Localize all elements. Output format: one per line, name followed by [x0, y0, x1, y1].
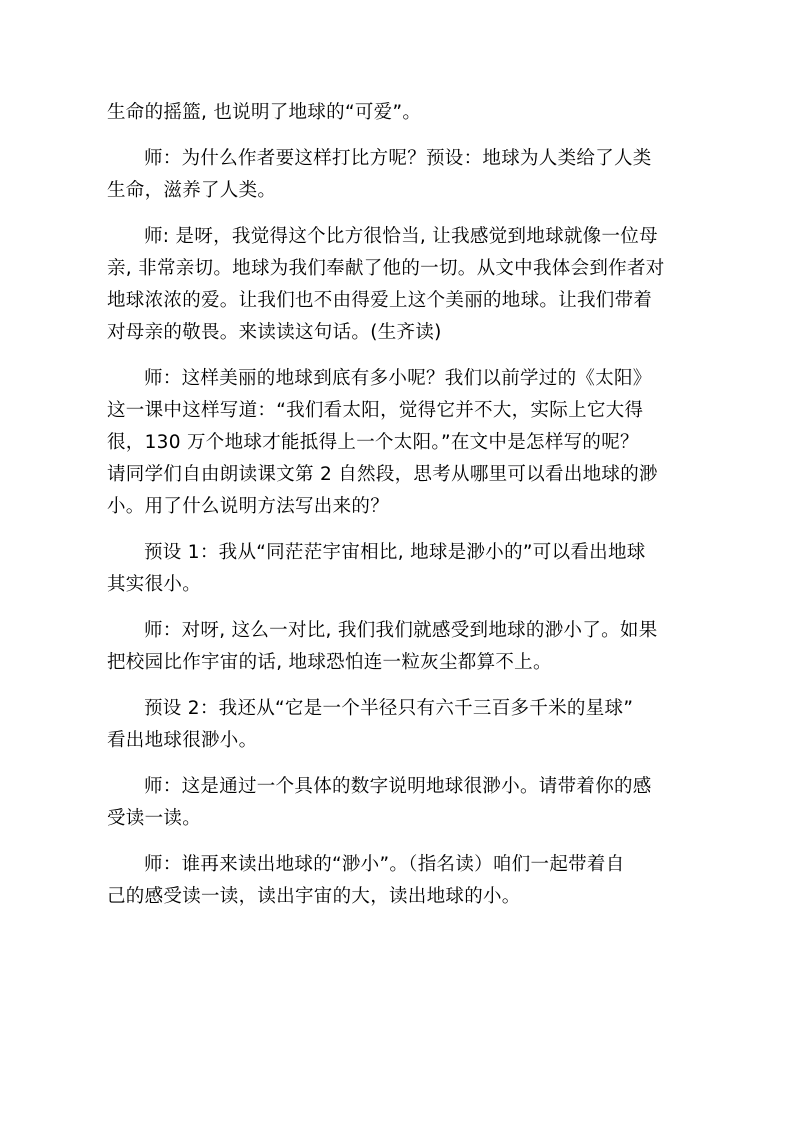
document-body — [107, 97, 697, 927]
text-line: 亲, 非常亲切。地球为我们奉献了他的一切。从文中我体会到作者对 — [107, 258, 665, 279]
text-line: 看出地球很渺小。 — [107, 730, 258, 751]
text-line: 把校园比作宇宙的话, 地球恐怕连一粒灰尘都算不上。 — [107, 652, 552, 673]
paragraph-6 — [107, 615, 697, 679]
text-line: 预设 1：我从“同茫茫宇宙相比, 地球是渺小的”可以看出地球 — [144, 542, 646, 563]
text-line: 地球浓浓的爱。让我们也不由得爱上这个美丽的地球。让我们带着 — [107, 290, 653, 311]
paragraph-7 — [107, 693, 697, 757]
text-line: 受读一读。 — [107, 808, 202, 829]
text-line: 请同学们自由朗读课文第 2 自然段，思考从哪里可以看出地球的渺 — [107, 464, 658, 485]
text-line: 师：对呀, 这么一对比, 我们我们就感受到地球的渺小了。如果 — [144, 620, 658, 641]
text-line: 其实很小。 — [107, 574, 202, 595]
text-line: 师：这是通过一个具体的数字说明地球很渺小。请带着你的感 — [144, 776, 652, 797]
text-line: 师：为什么作者要这样打比方呢？预设：地球为人类给了人类 — [144, 148, 652, 169]
paragraph-2 — [107, 143, 697, 207]
text-line: 对母亲的敬畏。来读读这句话。(生齐读) — [107, 322, 442, 343]
paragraph-1 — [107, 97, 697, 129]
text-line: 生命的摇篮, 也说明了地球的“可爱”。 — [107, 102, 422, 123]
text-line: 很，130 万个地球才能抵得上一个太阳。”在文中是怎样写的呢？ — [107, 432, 639, 453]
paragraph-5 — [107, 537, 697, 601]
text-line: 小。用了什么说明方法写出来的？ — [107, 496, 390, 517]
text-line: 师: 是呀，我觉得这个比方很恰当, 让我感觉到地球就像一位母 — [144, 226, 658, 247]
text-line: 预设 2：我还从“它是一个半径只有六千三百多千米的星球” — [144, 698, 634, 719]
text-line: 己的感受读一读，读出宇宙的大，读出地球的小。 — [107, 886, 521, 907]
paragraph-3 — [107, 221, 697, 349]
paragraph-9 — [107, 849, 697, 913]
text-line: 生命，滋养了人类。 — [107, 180, 277, 201]
text-line: 师：这样美丽的地球到底有多小呢？我们以前学过的《太阳》 — [144, 368, 652, 389]
text-line: 这一课中这样写道：“我们看太阳，觉得它并不大，实际上它大得 — [107, 400, 644, 421]
paragraph-4 — [107, 363, 697, 523]
text-line: 师：谁再来读出地球的“渺小”。（指名读）咱们一起带着自 — [144, 854, 625, 875]
paragraph-8 — [107, 771, 697, 835]
